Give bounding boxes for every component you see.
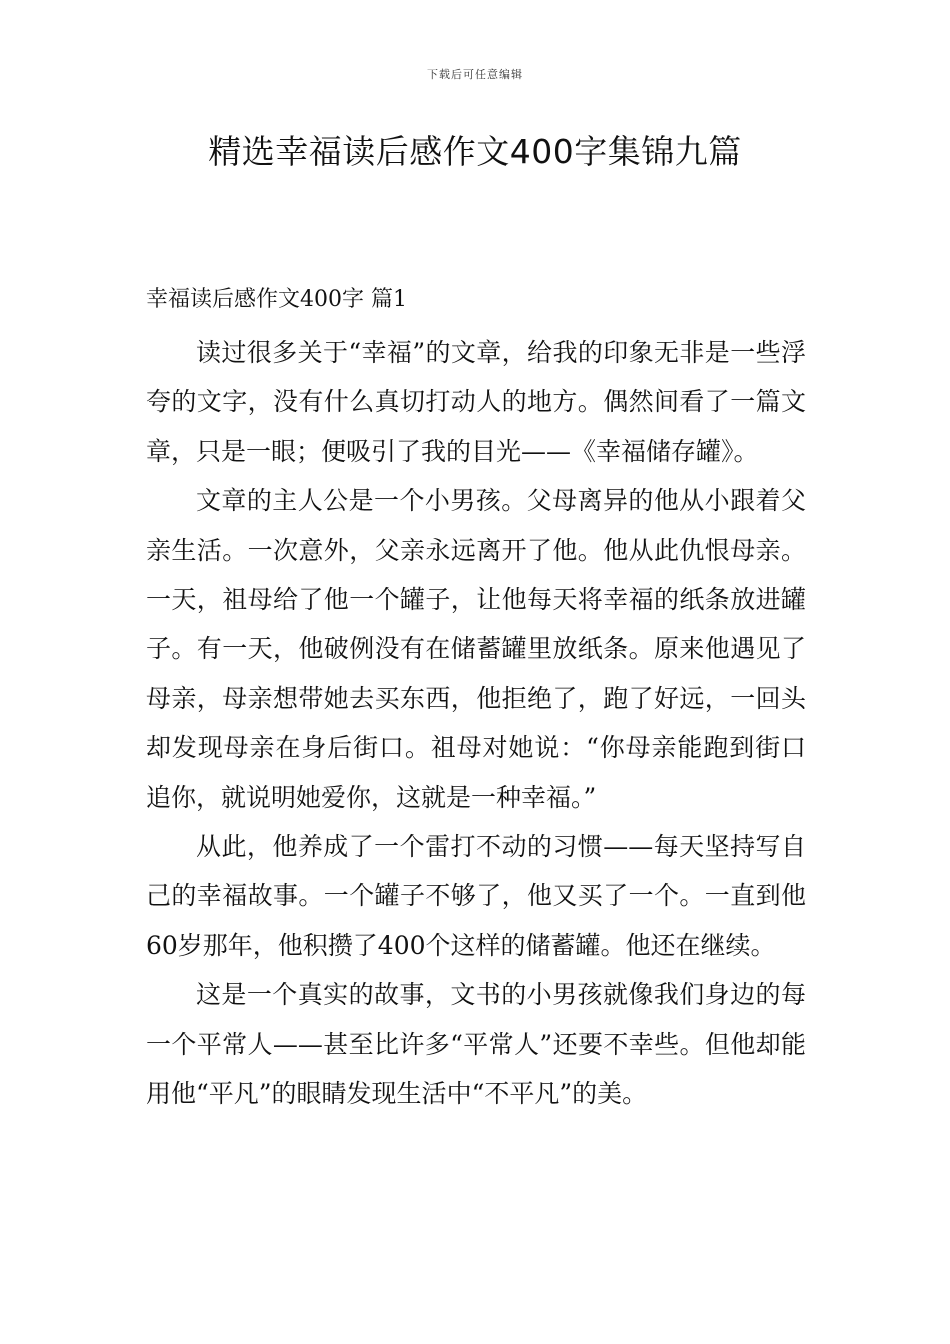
article-body xyxy=(146,328,806,1119)
section-heading: 幸福读后感作文400字 篇1 xyxy=(146,287,407,312)
paragraph: 从此，他养成了一个雷打不动的习惯——每天坚持写自己的幸福故事。一个罐子不够了，他又买了一个。一直到他60岁那年，他积攒了400个这样的储蓄罐。他还在继续。 xyxy=(146,832,806,960)
paragraph: 这是一个真实的故事，文书的小男孩就像我们身边的每一个平常人——甚至比许多“平常人”还要不幸些。但他却能用他“平凡”的眼睛发现生活中“不平凡”的美。 xyxy=(146,980,806,1109)
paragraph: 读过很多关于“幸福”的文章，给我的印象无非是一些浮夸的文字，没有什么真切打动人的地方。偶然间看了一篇文章，只是一眼；便吸引了我的目光——《幸福储存罐》。 xyxy=(146,338,806,466)
paragraph: 文章的主人公是一个小男孩。父母离异的他从小跟着父亲生活。一次意外，父亲永远离开了他。他从此仇恨母亲。一天，祖母给了他一个罐子，让他每天将幸福的纸条放进罐子。有一天，他破例没有在储蓄罐里放纸条。原来他遇见了母亲，母亲想带她去买东西，他拒绝了，跑了好远，一回头却发现母亲在身后街口。祖母对她说：“你母亲能跑到街口追你，就说明她爱你，这就是一种幸福。” xyxy=(146,486,806,812)
document-title: 精选幸福读后感作文400字集锦九篇 xyxy=(208,132,742,171)
header-note: 下载后可任意编辑 xyxy=(427,68,523,81)
